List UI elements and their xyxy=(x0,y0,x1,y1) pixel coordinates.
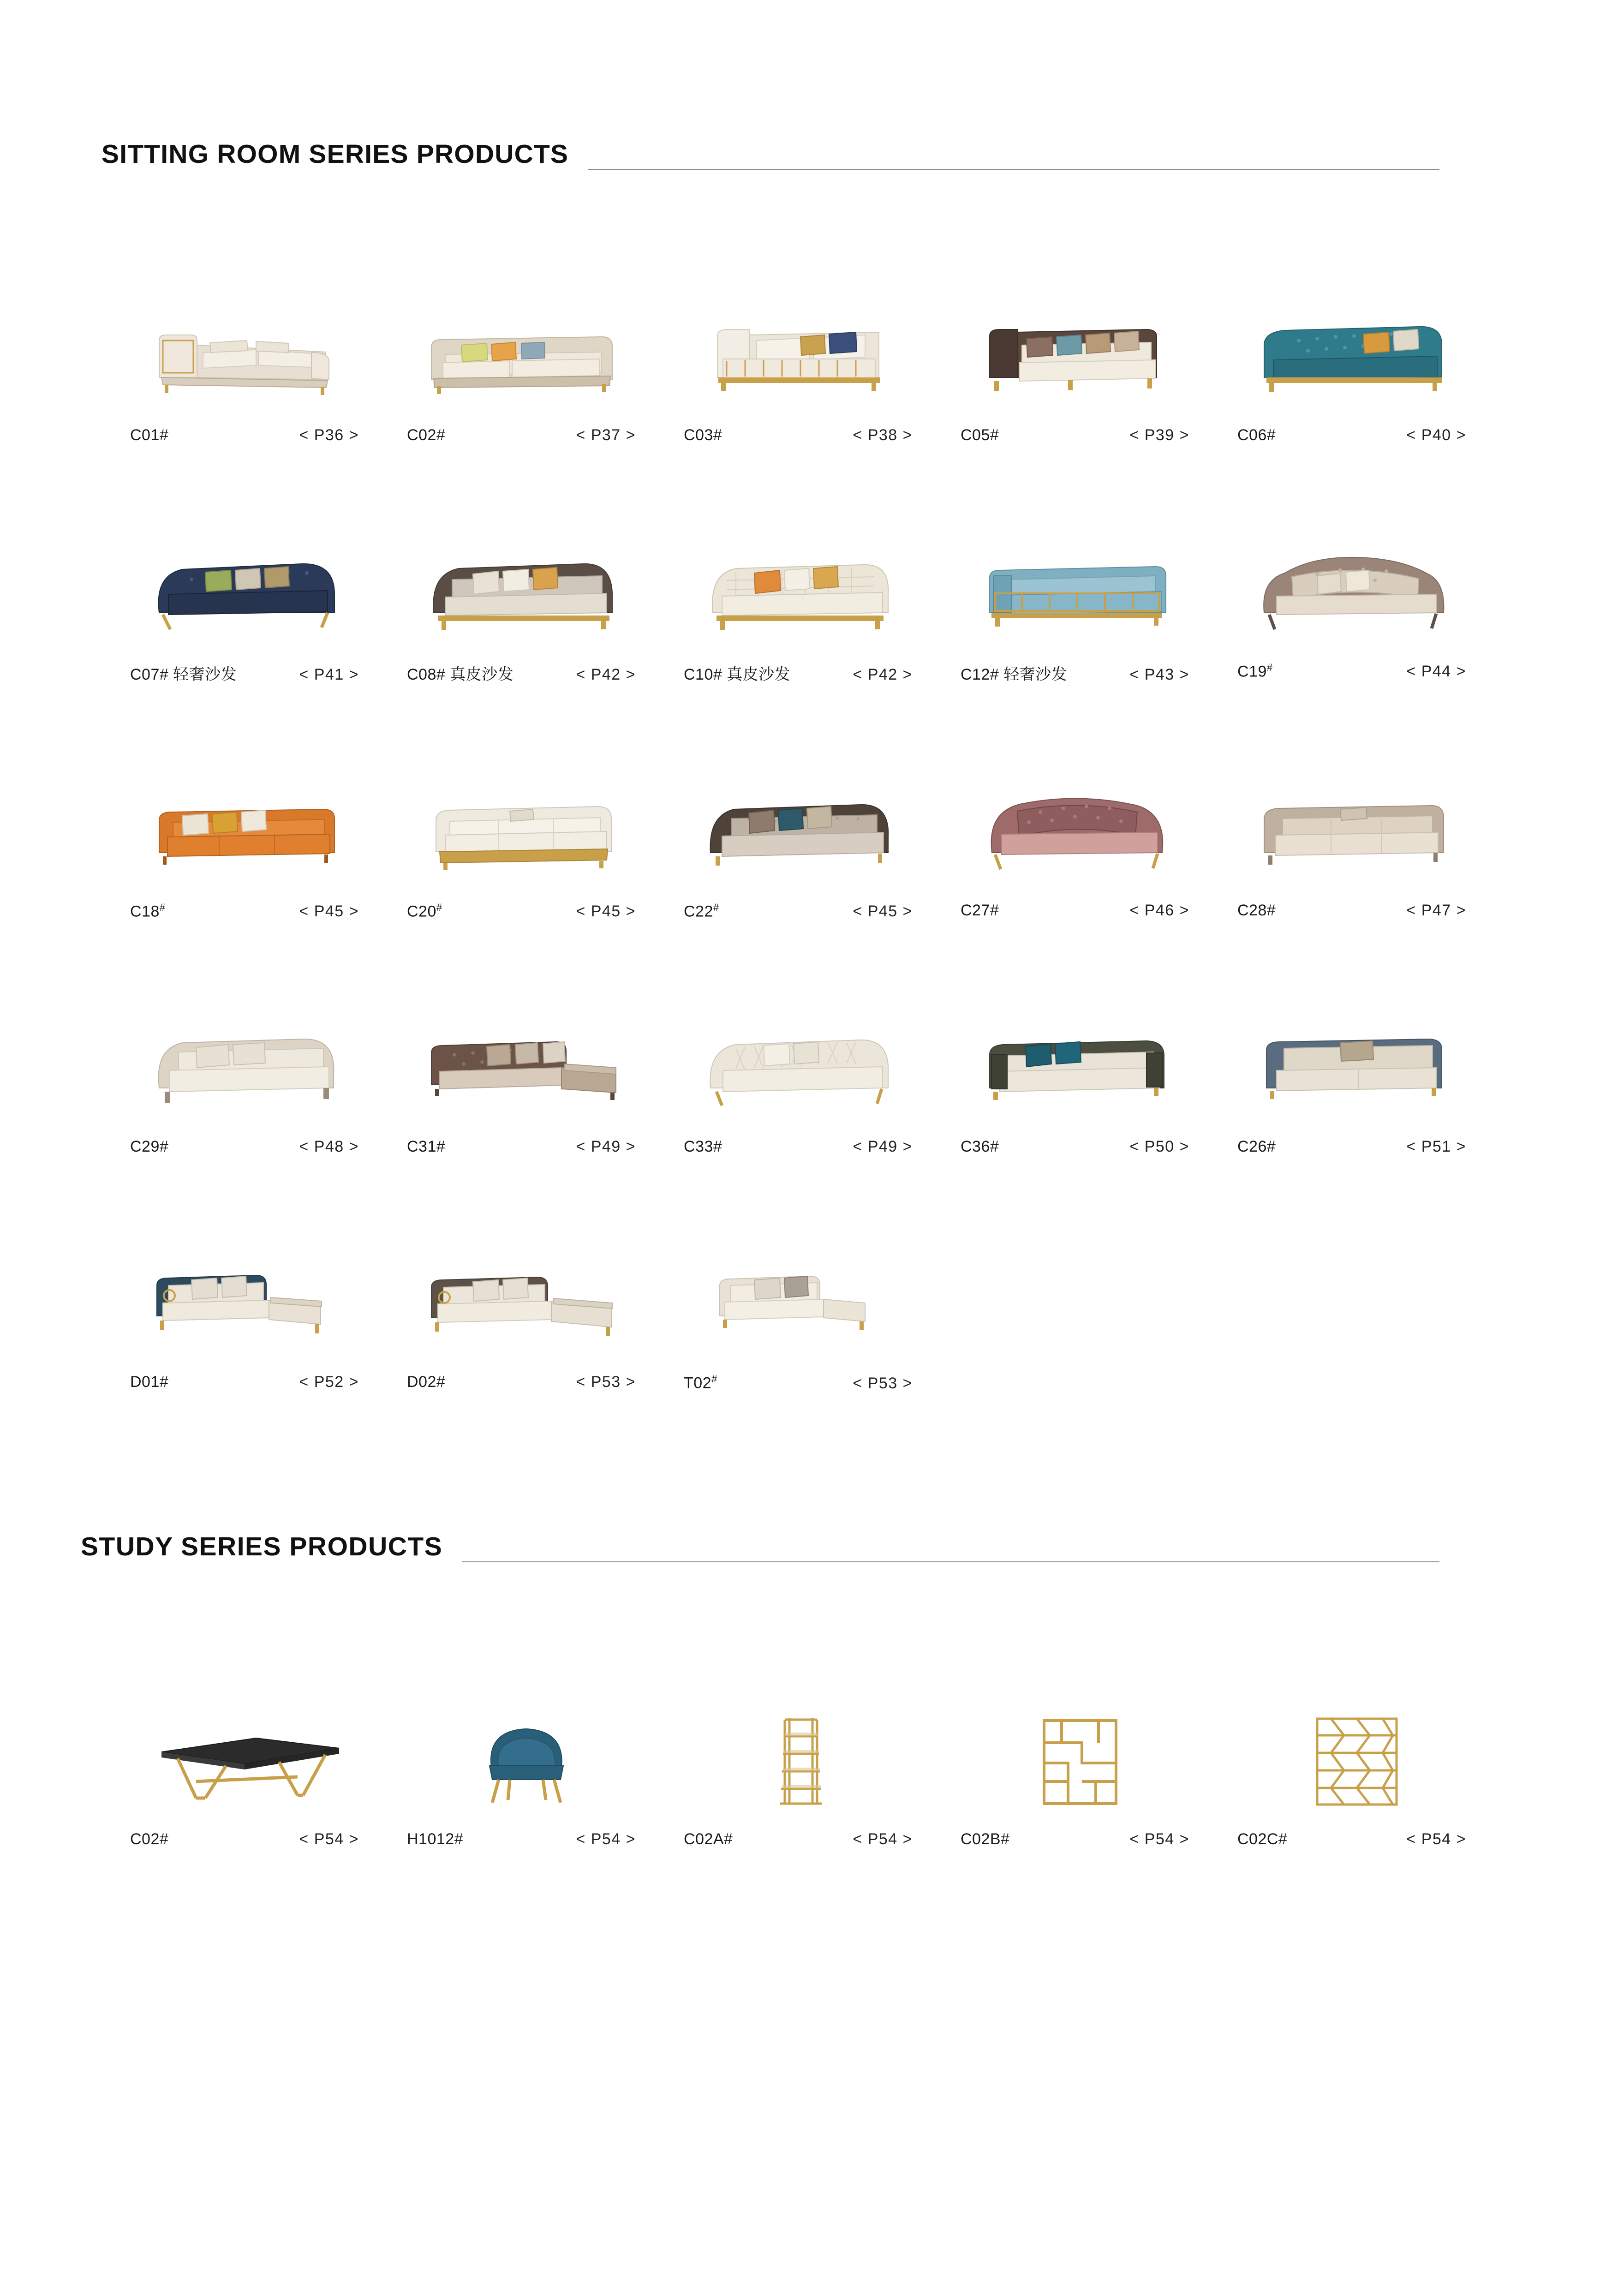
product-image-sofa-green-teal-pillows xyxy=(949,987,1211,1126)
section-study xyxy=(0,1531,1624,1848)
product-page-ref: < P42 > xyxy=(853,666,913,683)
product-page-ref: < P49 > xyxy=(576,1138,636,1156)
product-code: C36# xyxy=(961,1138,999,1156)
product-image-sofa-light-blue-gold xyxy=(949,511,1211,650)
product-code: C02# xyxy=(407,426,446,444)
product-caption xyxy=(672,650,934,684)
product-page-ref: < P48 > xyxy=(299,1138,359,1156)
product-cell[interactable] xyxy=(1218,751,1495,920)
product-grid-row-3 xyxy=(0,751,1624,920)
product-cell[interactable] xyxy=(388,276,664,444)
product-code: C02# xyxy=(130,1830,169,1848)
product-caption xyxy=(949,1818,1211,1848)
product-code: C08# 真皮沙发 xyxy=(407,666,514,683)
product-cell[interactable] xyxy=(1218,276,1495,444)
product-caption xyxy=(395,890,657,920)
product-caption xyxy=(1225,414,1487,444)
product-cell[interactable] xyxy=(664,751,941,920)
product-image-sectional-brown-tufted xyxy=(395,987,657,1126)
product-cell[interactable] xyxy=(1218,511,1495,684)
product-grid-row-4 xyxy=(0,987,1624,1156)
product-image-sofa-white-gold-base xyxy=(395,751,657,890)
section-header xyxy=(0,0,1624,170)
product-page-ref: < P54 > xyxy=(576,1830,636,1848)
product-image-sectional-white-small-chaise xyxy=(672,1223,934,1361)
product-page-ref: < P54 > xyxy=(1129,1830,1189,1848)
product-page-ref: < P41 > xyxy=(299,666,359,683)
product-code: C06# xyxy=(1237,426,1276,444)
product-code: C29# xyxy=(130,1138,169,1156)
page-title: STUDY SERIES PRODUCTS xyxy=(81,1531,443,1561)
product-code: C12# 轻奢沙发 xyxy=(961,666,1068,683)
product-page-ref: < P39 > xyxy=(1129,426,1189,444)
product-caption xyxy=(1225,890,1487,920)
product-image-sofa-teal-tufted xyxy=(1225,276,1487,414)
product-cell[interactable] xyxy=(941,751,1218,920)
product-code: D02# xyxy=(407,1373,446,1391)
product-grid-row-2 xyxy=(0,511,1624,684)
product-image-shelf-gold-lattice xyxy=(1225,1680,1487,1818)
product-cell[interactable] xyxy=(388,1223,664,1392)
product-grid-row-5 xyxy=(0,1223,1624,1392)
product-image-sofa-orange-leather xyxy=(118,751,380,890)
row-spacer xyxy=(0,920,1624,987)
product-page-ref: < P53 > xyxy=(576,1373,636,1391)
header-divider xyxy=(462,1561,1439,1562)
product-page-ref: < P52 > xyxy=(299,1373,359,1391)
product-caption xyxy=(395,1818,657,1848)
product-cell-empty xyxy=(1218,1223,1495,1392)
product-caption xyxy=(672,890,934,920)
product-caption xyxy=(118,1361,380,1391)
product-code: C20# xyxy=(407,902,442,920)
product-image-sofa-navy-tufted xyxy=(118,511,380,650)
product-page-ref: < P53 > xyxy=(853,1374,913,1392)
product-image-sofa-blue-grey-panel xyxy=(1225,987,1487,1126)
product-image-sofa-white-tufted-long xyxy=(672,987,934,1126)
product-caption xyxy=(118,1126,380,1156)
product-code: C02C# xyxy=(1237,1830,1288,1848)
product-caption xyxy=(1225,1818,1487,1848)
product-code: C02B# xyxy=(961,1830,1010,1848)
product-image-shelf-gold-geometric xyxy=(949,1680,1211,1818)
product-code: C22# xyxy=(684,902,719,920)
product-caption xyxy=(118,650,380,684)
product-page-ref: < P40 > xyxy=(1406,426,1466,444)
product-cell[interactable] xyxy=(111,1680,388,1848)
product-page-ref: < P45 > xyxy=(853,902,913,920)
product-image-sofa-cream-orange-pillows xyxy=(672,511,934,650)
product-grid-row-1 xyxy=(0,276,1624,444)
product-cell[interactable] xyxy=(941,1680,1218,1848)
product-cell[interactable] xyxy=(941,276,1218,444)
product-page-ref: < P38 > xyxy=(853,426,913,444)
product-cell[interactable] xyxy=(111,511,388,684)
product-code: C05# xyxy=(961,426,999,444)
product-image-sofa-cream-colored-pillows xyxy=(395,276,657,414)
product-image-shelf-gold-ladder xyxy=(672,1680,934,1818)
product-caption xyxy=(118,414,380,444)
section-header xyxy=(0,1531,1624,1562)
product-caption xyxy=(395,1361,657,1391)
product-code: C26# xyxy=(1237,1138,1276,1156)
product-page-ref: < P45 > xyxy=(299,902,359,920)
product-image-sofa-grey-brown-pillows xyxy=(672,751,934,890)
product-cell[interactable] xyxy=(941,511,1218,684)
product-page-ref: < P44 > xyxy=(1406,663,1466,681)
product-code: C31# xyxy=(407,1138,446,1156)
product-image-sofa-beige-wide xyxy=(1225,751,1487,890)
product-page-ref: < P47 > xyxy=(1406,902,1466,919)
product-caption xyxy=(672,1361,934,1392)
product-code: C33# xyxy=(684,1138,722,1156)
product-cell[interactable] xyxy=(388,1680,664,1848)
product-image-sofa-beige-camelback xyxy=(1225,511,1487,650)
product-code: C10# 真皮沙发 xyxy=(684,666,791,683)
product-caption xyxy=(949,414,1211,444)
product-caption xyxy=(672,414,934,444)
product-cell[interactable] xyxy=(664,1223,941,1392)
product-cell[interactable] xyxy=(111,987,388,1156)
product-page-ref: < P49 > xyxy=(853,1138,913,1156)
product-code: C18# xyxy=(130,902,166,920)
product-image-sofa-beige-gold-base xyxy=(118,276,380,414)
product-code: C03# xyxy=(684,426,722,444)
product-image-sofa-brown-cream xyxy=(949,276,1211,414)
product-code: C27# xyxy=(961,902,999,919)
row-spacer xyxy=(0,1156,1624,1223)
product-image-sectional-cream-chaise xyxy=(395,1223,657,1361)
row-spacer xyxy=(0,444,1624,511)
product-image-desk-black-gold xyxy=(118,1680,380,1818)
product-code: C19# xyxy=(1237,662,1273,681)
product-image-sofa-cream-classic xyxy=(118,987,380,1126)
product-page-ref: < P45 > xyxy=(576,902,636,920)
product-caption xyxy=(395,414,657,444)
product-cell[interactable] xyxy=(1218,987,1495,1156)
product-page-ref: < P36 > xyxy=(299,426,359,444)
product-code: C01# xyxy=(130,426,169,444)
product-caption xyxy=(949,650,1211,684)
product-cell[interactable] xyxy=(664,276,941,444)
product-page-ref: < P37 > xyxy=(576,426,636,444)
product-grid-study-row-1 xyxy=(0,1680,1624,1848)
page-bottom-spacer xyxy=(0,1848,1624,1941)
product-page-ref: < P54 > xyxy=(1406,1830,1466,1848)
product-cell[interactable] xyxy=(388,751,664,920)
product-image-sofa-grey-cream-curved xyxy=(395,511,657,650)
product-code: C02A# xyxy=(684,1830,733,1848)
product-image-sofa-white-blue-pillows xyxy=(672,276,934,414)
product-code: C28# xyxy=(1237,902,1276,919)
product-image-sectional-blue-chaise xyxy=(118,1223,380,1361)
product-caption xyxy=(395,650,657,684)
product-cell[interactable] xyxy=(664,987,941,1156)
product-cell[interactable] xyxy=(388,987,664,1156)
page-title: SITTING ROOM SERIES PRODUCTS xyxy=(102,139,569,169)
product-page-ref: < P50 > xyxy=(1129,1138,1189,1156)
product-page-ref: < P51 > xyxy=(1406,1138,1466,1156)
product-page-ref: < P42 > xyxy=(576,666,636,683)
header-divider xyxy=(588,169,1439,170)
product-code: H1012# xyxy=(407,1830,464,1848)
product-cell[interactable] xyxy=(941,987,1218,1156)
product-code: D01# xyxy=(130,1373,169,1391)
row-spacer xyxy=(0,684,1624,751)
product-caption xyxy=(118,890,380,920)
product-cell[interactable] xyxy=(664,1680,941,1848)
product-cell[interactable] xyxy=(111,276,388,444)
product-caption xyxy=(949,890,1211,920)
product-page-ref: < P54 > xyxy=(853,1830,913,1848)
product-cell[interactable] xyxy=(111,1223,388,1392)
product-cell-empty xyxy=(941,1223,1218,1392)
product-caption xyxy=(118,1818,380,1848)
product-image-chair-blue-velvet xyxy=(395,1680,657,1818)
product-image-sofa-pink-tufted xyxy=(949,751,1211,890)
product-page-ref: < P54 > xyxy=(299,1830,359,1848)
product-caption xyxy=(672,1818,934,1848)
product-code: C07# 轻奢沙发 xyxy=(130,666,237,683)
product-caption xyxy=(672,1126,934,1156)
product-page-ref: < P43 > xyxy=(1129,666,1189,683)
product-code: T02# xyxy=(684,1373,717,1392)
product-cell[interactable] xyxy=(388,511,664,684)
product-caption xyxy=(1225,1126,1487,1156)
product-caption xyxy=(395,1126,657,1156)
product-cell[interactable] xyxy=(1218,1680,1495,1848)
product-caption xyxy=(949,1126,1211,1156)
product-caption xyxy=(1225,650,1487,681)
product-cell[interactable] xyxy=(111,751,388,920)
product-cell[interactable] xyxy=(664,511,941,684)
product-page-ref: < P46 > xyxy=(1129,902,1189,919)
